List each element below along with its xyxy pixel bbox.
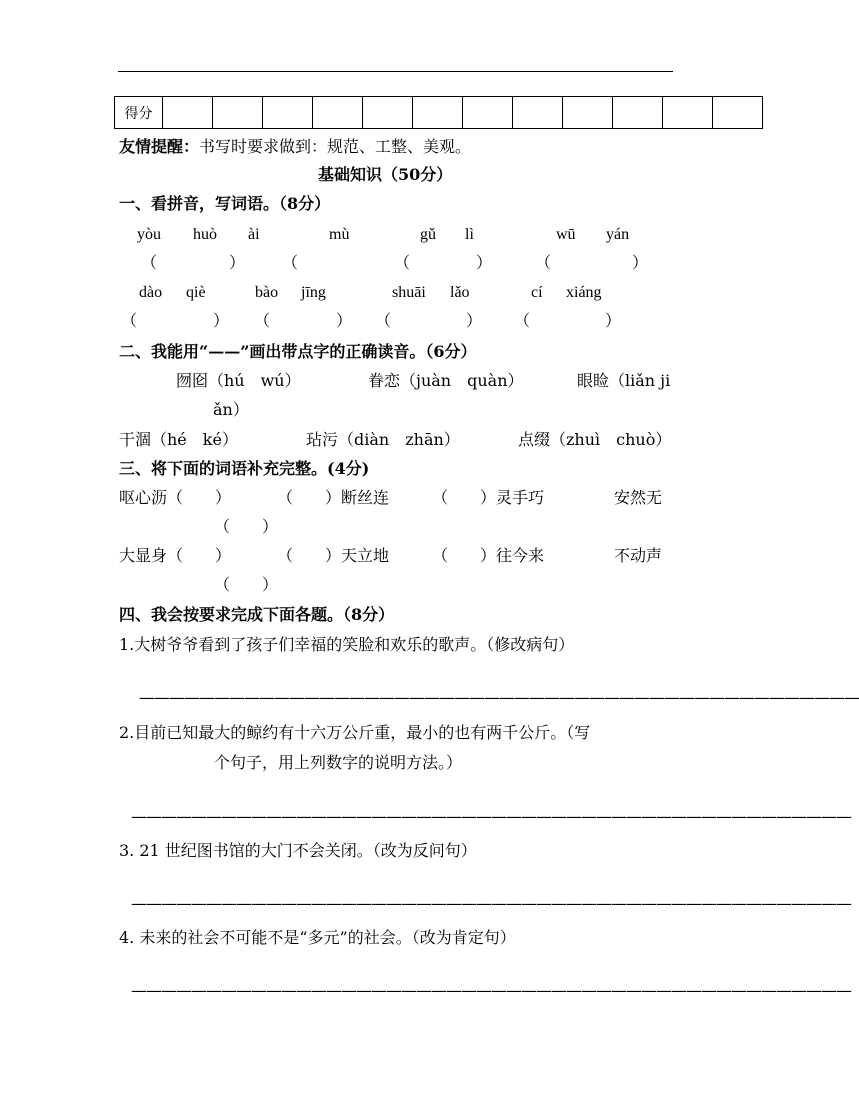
task-item: 4. 未来的社会不可能不是“多元”的社会。（改为肯定句） xyxy=(119,928,516,947)
pinyin: jīng xyxy=(301,284,326,301)
paren-close: ） xyxy=(336,311,353,330)
pinyin: lǎo xyxy=(450,284,470,301)
q1-title: 一、看拼音，写词语。（8分） xyxy=(119,194,331,213)
pronunciation-item: 点缀（zhuì chuò） xyxy=(518,430,672,449)
score-cell xyxy=(263,97,313,129)
task-item: 1.大树爷爷看到了孩子们幸福的笑脸和欢乐的歌声。（修改病句） xyxy=(119,635,575,654)
pronunciation-item: 干涸（hé ké） xyxy=(119,430,238,449)
paren-close: ） xyxy=(605,311,622,330)
reminder-label: 友情提醒： xyxy=(119,137,200,156)
score-cell xyxy=(313,97,363,129)
score-cell xyxy=(163,97,213,129)
paren-close: ） xyxy=(632,253,649,272)
q2-title: 二、我能用“——”画出带点字的正确读音。（6分） xyxy=(119,342,477,361)
pinyin: ài xyxy=(248,226,260,243)
score-table xyxy=(114,96,763,129)
pinyin: yán xyxy=(606,226,630,243)
pronunciation-item-wrap: ǎn） xyxy=(213,400,249,419)
pinyin: gǔ xyxy=(420,226,436,243)
pronunciation-item: 眷恋（juàn quàn） xyxy=(368,371,524,390)
task-item: 2.目前已知最大的鲸约有十六万公斤重，最小的也有两千公斤。（写 xyxy=(119,723,591,742)
idiom-blank: （ ） xyxy=(214,575,279,594)
idiom-blank: （ ） xyxy=(214,517,279,536)
idiom-blank: （ ）天立地 xyxy=(277,546,390,565)
idiom-blank: （ ）灵手巧 xyxy=(432,488,545,507)
pinyin: bào xyxy=(255,284,279,301)
pinyin: huò xyxy=(193,226,217,243)
pinyin: yòu xyxy=(137,226,161,243)
pronunciation-item: 眼睑（liǎn ji xyxy=(577,371,671,390)
paren-open: （ xyxy=(121,311,138,330)
pinyin: qiè xyxy=(186,284,206,301)
score-cell xyxy=(463,97,513,129)
idiom-blank: 不动声 xyxy=(614,546,663,565)
pinyin: mù xyxy=(329,226,350,243)
paren-close: ） xyxy=(476,253,493,272)
pinyin: lì xyxy=(465,226,474,243)
q3-title: 三、将下面的词语补充完整。(4分) xyxy=(119,459,370,478)
section-title: 基础知识（50分） xyxy=(318,165,453,184)
answer-line: ———————————————————————————————————————————————— xyxy=(139,688,859,707)
score-cell xyxy=(713,97,763,129)
reminder-text: 书写时要求做到：规范、工整、美观。 xyxy=(199,137,472,156)
q4-title: 四、我会按要求完成下面各题。（8分） xyxy=(119,605,395,624)
paren-open: （ xyxy=(375,311,392,330)
paren-open: （ xyxy=(535,253,552,272)
pinyin: dào xyxy=(139,284,163,301)
answer-line: ———————————————————————————————————————————————— xyxy=(131,894,851,913)
task-item: 3. 21 世纪图书馆的大门不会关闭。（改为反问句） xyxy=(119,841,477,860)
top-rule xyxy=(118,71,673,72)
pinyin: cí xyxy=(531,284,543,301)
score-cell xyxy=(363,97,413,129)
score-cell xyxy=(213,97,263,129)
friendly-reminder xyxy=(119,137,471,157)
score-cell xyxy=(563,97,613,129)
idiom-blank: （ ）往今来 xyxy=(432,546,545,565)
pinyin: shuāi xyxy=(392,284,426,301)
idiom-blank: 大显身（ ） xyxy=(119,546,232,565)
pronunciation-item: 囫囵（hú wú） xyxy=(176,371,301,390)
score-cell xyxy=(663,97,713,129)
paren-open: （ xyxy=(141,253,158,272)
answer-line: ———————————————————————————————————————————————— xyxy=(131,807,851,826)
paren-open: （ xyxy=(282,253,299,272)
pronunciation-item: 玷污（diàn zhān） xyxy=(306,430,460,449)
pinyin: xiáng xyxy=(566,284,602,301)
paren-close: ） xyxy=(466,311,483,330)
idiom-blank: 安然无 xyxy=(614,488,663,507)
answer-line: ———————————————————————————————————————————————— xyxy=(131,981,851,1000)
paren-open: （ xyxy=(394,253,411,272)
paren-close: ） xyxy=(229,253,246,272)
score-cell xyxy=(613,97,663,129)
task-item-wrap: 个句子，用上列数字的说明方法。） xyxy=(214,753,463,772)
paren-open: （ xyxy=(514,311,531,330)
paren-open: （ xyxy=(254,311,271,330)
paren-close: ） xyxy=(213,311,230,330)
score-cell xyxy=(413,97,463,129)
pinyin: wū xyxy=(556,226,576,243)
score-label: 得分 xyxy=(115,97,163,129)
idiom-blank: 呕心沥（ ） xyxy=(119,488,232,507)
idiom-blank: （ ）断丝连 xyxy=(277,488,390,507)
score-cell xyxy=(513,97,563,129)
